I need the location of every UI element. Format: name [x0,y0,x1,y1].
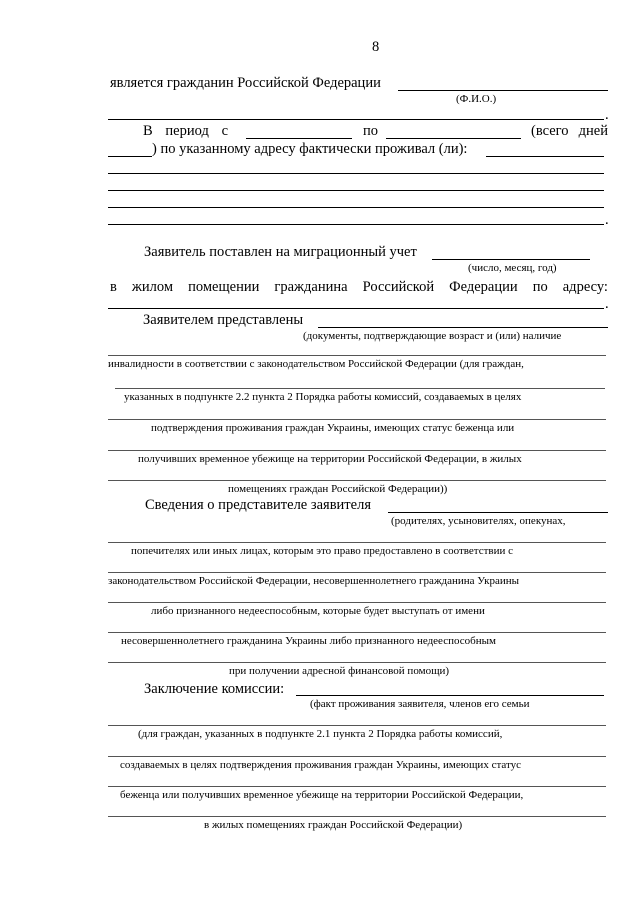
address-words: в жилом помещении гражданина Российской Федерации по адресу: [110,279,608,295]
representative-line[interactable] [108,572,606,573]
representative-line[interactable] [108,602,606,603]
residents-line[interactable] [108,190,604,191]
representative-line[interactable] [108,632,606,633]
documents-line[interactable] [108,450,606,451]
conclusion-label: Заключение комиссии: [144,681,285,697]
migration-date-caption: (число, месяц, год) [468,262,557,274]
representative-caption: несовершеннолетнего гражданина Украины либо признанного недееспособным [121,635,496,647]
conclusion-line[interactable] [108,725,606,726]
residents-line[interactable] [108,224,604,225]
lived-address-text: ) по указанному адресу фактически проживал (ли): [152,141,468,157]
residents-line[interactable] [108,173,604,174]
representative-caption: попечителях или иных лицах, которым это право предоставлено в соответствии с [131,545,514,557]
period-to-field[interactable] [386,138,521,139]
period-word: период [165,123,209,139]
fio-continuation-line[interactable] [108,119,604,120]
representative-caption: законодательством Российской Федерации, несовершеннолетнего гражданина Украины [108,575,520,587]
representative-caption: либо признанного недееспособным, которые будет выступать от имени [151,605,485,617]
documents-caption: инвалидности в соответствии с законодательством Российской Федерации (для граждан, [108,358,524,370]
migration-text: Заявитель поставлен на миграционный учет [144,244,417,260]
representative-field[interactable] [388,512,608,513]
residents-dot: . [605,212,609,228]
representative-caption: (родителях, усыновителях, опекунах, [391,515,566,527]
citizen-text: является гражданин Российской Федерации [110,75,381,91]
documents-line[interactable] [108,419,606,420]
fio-field-line[interactable] [398,90,608,91]
address-dot: . [605,296,609,312]
conclusion-line[interactable] [108,786,606,787]
total-days-field[interactable] [108,156,152,157]
documents-line[interactable] [115,388,605,389]
residents-line[interactable] [108,207,604,208]
documents-caption: помещениях граждан Российской Федерации)) [228,483,448,495]
documents-caption: подтверждения проживания граждан Украины, имеющих статус беженца или [151,422,515,434]
conclusion-caption: в жилых помещениях граждан Российской Федерации) [204,819,463,831]
documents-line[interactable] [108,480,606,481]
period-from-field[interactable] [246,138,352,139]
conclusion-line[interactable] [108,756,606,757]
documents-caption: указанных в подпункте 2.2 пункта 2 Порядка работы комиссий, создаваемых в целях [124,391,522,403]
conclusion-caption: (для граждан, указанных в подпункте 2.1 пункта 2 Порядка работы комиссий, [138,728,503,740]
period-word: с [221,123,228,139]
fio-dot: . [605,107,609,123]
representative-caption: при получении адресной финансовой помощи) [229,665,450,677]
representative-line[interactable] [108,542,606,543]
documents-field[interactable] [318,327,608,328]
conclusion-caption: беженца или получивших временное убежище на территории Российской Федерации, [120,789,524,801]
period-to-label: по [363,123,379,139]
period-word: В [143,123,153,139]
fio-caption: (Ф.И.О.) [456,93,497,105]
documents-label: Заявителем представлены [143,312,304,328]
documents-line[interactable] [108,355,606,356]
representative-line[interactable] [108,662,606,663]
conclusion-caption: (факт проживания заявителя, членов его семьи [310,698,530,710]
representative-label: Сведения о представителе заявителя [145,497,371,513]
total-days-label: (всего дней [531,123,608,139]
conclusion-field[interactable] [296,695,604,696]
page-number: 8 [372,39,380,55]
period-words [143,124,228,139]
migration-date-field[interactable] [432,259,590,260]
conclusion-line[interactable] [108,816,606,817]
conclusion-caption: создаваемых в целях подтверждения проживания граждан Украины, имеющих статус [120,759,522,771]
address-field[interactable] [108,308,604,309]
documents-caption: (документы, подтверждающие возраст и (или) наличие [303,330,562,342]
documents-caption: получивших временное убежище на территории Российской Федерации, в жилых [138,453,522,465]
residents-field[interactable] [486,156,604,157]
